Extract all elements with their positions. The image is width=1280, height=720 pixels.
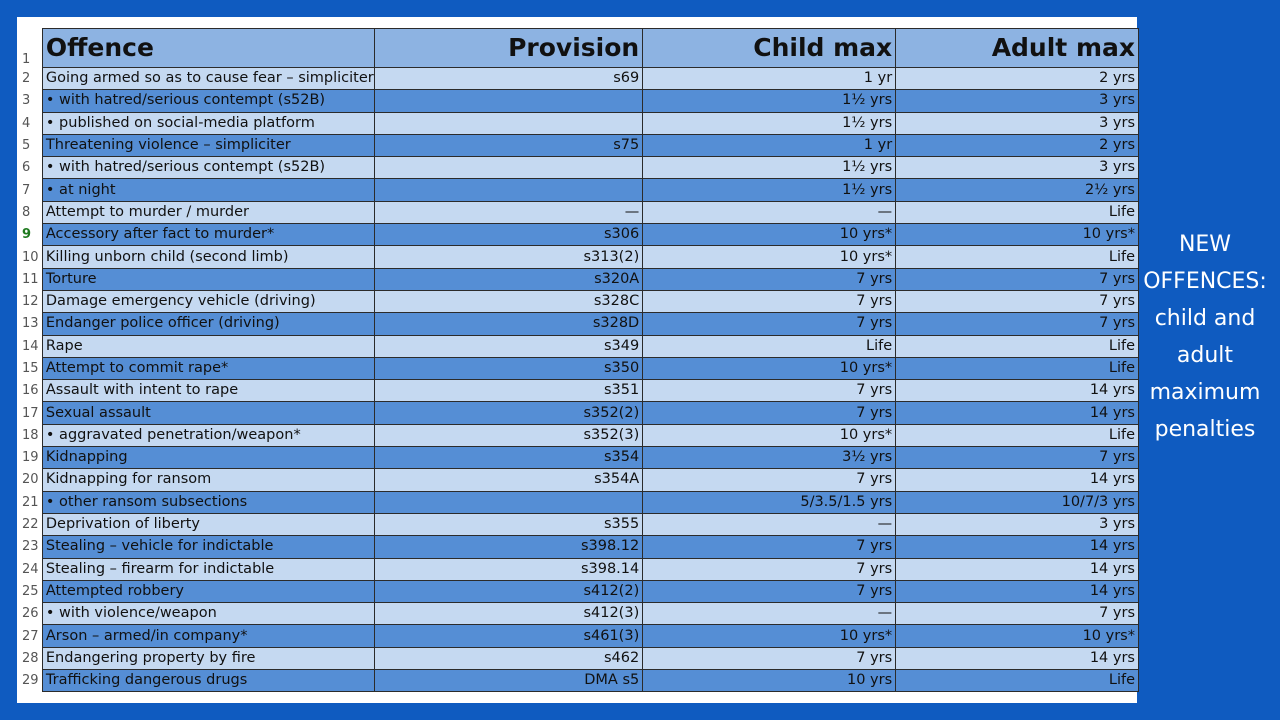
cell-provision[interactable]: s350 [375,357,643,379]
table-row [17,90,1139,112]
cell-adult-max[interactable]: 14 yrs [896,580,1139,602]
cell-child-max[interactable]: Life [643,335,896,357]
table-row [17,558,1139,580]
row-number[interactable]: 10 [17,246,42,268]
cell-child-max[interactable]: 10 yrs* [643,246,896,268]
cell-provision[interactable]: s398.12 [375,536,643,558]
cell-adult-max[interactable]: 3 yrs [896,90,1139,112]
cell-child-max[interactable]: 3½ yrs [643,447,896,469]
row-number[interactable]: 12 [17,290,42,312]
cell-adult-max[interactable]: 14 yrs [896,402,1139,424]
cell-child-max[interactable]: 7 yrs [643,580,896,602]
cell-child-max[interactable]: 1½ yrs [643,90,896,112]
row-number[interactable]: 21 [17,491,42,513]
cell-adult-max[interactable]: 7 yrs [896,268,1139,290]
cell-adult-max[interactable]: 14 yrs [896,558,1139,580]
row-number[interactable]: 6 [17,157,42,179]
row-number[interactable]: 25 [17,580,42,602]
cell-offence[interactable]: Going armed so as to cause fear – simpliciter [42,68,374,90]
cell-child-max[interactable]: 7 yrs [643,647,896,669]
row-number[interactable]: 20 [17,469,42,491]
cell-child-max[interactable]: 10 yrs* [643,224,896,246]
cell-child-max[interactable]: 1½ yrs [643,157,896,179]
cell-adult-max[interactable]: Life [896,357,1139,379]
header-offence[interactable]: Offence [42,29,374,68]
cell-adult-max[interactable]: 2 yrs [896,134,1139,156]
table-row [17,670,1139,692]
caption-line: maximum [1149,380,1261,405]
cell-provision[interactable]: s412(2) [375,580,643,602]
cell-child-max[interactable]: 7 yrs [643,402,896,424]
cell-child-max[interactable]: 7 yrs [643,313,896,335]
cell-provision[interactable]: s352(3) [375,424,643,446]
caption-line: child and [1154,306,1256,331]
cell-offence[interactable]: Endanger police officer (driving) [42,313,374,335]
cell-adult-max[interactable]: Life [896,424,1139,446]
header-adult-max[interactable]: Adult max [896,29,1139,68]
cell-adult-max[interactable]: 14 yrs [896,647,1139,669]
cell-offence[interactable]: • other ransom subsections [42,491,374,513]
cell-adult-max[interactable]: 3 yrs [896,112,1139,134]
cell-provision[interactable] [375,157,643,179]
table-row [17,424,1139,446]
cell-offence[interactable]: Threatening violence – simpliciter [42,134,374,156]
table-row [17,224,1139,246]
penalties-table [17,28,1139,692]
header-provision[interactable]: Provision [375,29,643,68]
cell-provision[interactable]: — [375,201,643,223]
cell-child-max[interactable]: 10 yrs [643,670,896,692]
cell-provision[interactable]: s313(2) [375,246,643,268]
cell-provision[interactable]: s355 [375,513,643,535]
table-row [17,313,1139,335]
cell-offence[interactable]: • with violence/weapon [42,603,374,625]
cell-child-max[interactable]: 10 yrs* [643,424,896,446]
cell-offence[interactable]: Torture [42,268,374,290]
cell-provision[interactable]: s462 [375,647,643,669]
cell-child-max[interactable]: 10 yrs* [643,357,896,379]
cell-provision[interactable] [375,179,643,201]
cell-provision[interactable] [375,491,643,513]
header-child-max[interactable]: Child max [643,29,896,68]
table-row [17,491,1139,513]
cell-offence[interactable]: Attempted robbery [42,580,374,602]
cell-offence[interactable]: Endangering property by fire [42,647,374,669]
cell-offence[interactable]: • published on social-media platform [42,112,374,134]
table-row [17,134,1139,156]
table-row [17,447,1139,469]
side-caption [1140,226,1270,448]
cell-offence[interactable]: Deprivation of liberty [42,513,374,535]
row-number[interactable]: 2 [17,68,42,90]
cell-child-max[interactable]: — [643,603,896,625]
cell-child-max[interactable]: 1½ yrs [643,179,896,201]
table-row [17,380,1139,402]
cell-provision[interactable]: s354 [375,447,643,469]
table-row [17,157,1139,179]
cell-offence[interactable]: Stealing – firearm for indictable [42,558,374,580]
cell-child-max[interactable]: 1½ yrs [643,112,896,134]
caption-line: adult [1176,343,1234,368]
spreadsheet [17,17,1137,703]
row-number[interactable]: 15 [17,357,42,379]
row-number[interactable]: 28 [17,647,42,669]
caption-line: NEW [1178,232,1232,257]
table-row [17,625,1139,647]
cell-child-max[interactable]: 10 yrs* [643,625,896,647]
caption-line: OFFENCES: [1143,269,1267,294]
cell-offence[interactable]: Accessory after fact to murder* [42,224,374,246]
row-number[interactable]: 26 [17,603,42,625]
cell-offence[interactable]: Killing unborn child (second limb) [42,246,374,268]
cell-offence[interactable]: Sexual assault [42,402,374,424]
row-number[interactable]: 8 [17,201,42,223]
row-number[interactable]: 16 [17,380,42,402]
table-row [17,335,1139,357]
cell-offence[interactable]: Damage emergency vehicle (driving) [42,290,374,312]
cell-adult-max[interactable]: Life [896,246,1139,268]
table-row [17,513,1139,535]
row-number[interactable]: 23 [17,536,42,558]
cell-offence[interactable]: • at night [42,179,374,201]
cell-provision[interactable]: s328D [375,313,643,335]
cell-offence[interactable]: Attempt to commit rape* [42,357,374,379]
table-row [17,68,1139,90]
cell-child-max[interactable]: 7 yrs [643,290,896,312]
row-number[interactable]: 9 [17,224,42,246]
row-number[interactable]: 24 [17,558,42,580]
cell-adult-max[interactable]: 10 yrs* [896,224,1139,246]
cell-provision[interactable]: s349 [375,335,643,357]
row-number[interactable]: 5 [17,134,42,156]
cell-provision[interactable]: s354A [375,469,643,491]
row-number[interactable]: 11 [17,268,42,290]
row-number[interactable]: 3 [17,90,42,112]
cell-adult-max[interactable]: 10 yrs* [896,625,1139,647]
cell-adult-max[interactable]: 14 yrs [896,469,1139,491]
cell-offence[interactable]: Assault with intent to rape [42,380,374,402]
cell-provision[interactable]: s75 [375,134,643,156]
cell-provision[interactable]: s328C [375,290,643,312]
cell-adult-max[interactable]: Life [896,335,1139,357]
cell-offence[interactable]: Stealing – vehicle for indictable [42,536,374,558]
cell-adult-max[interactable]: 14 yrs [896,380,1139,402]
cell-child-max[interactable]: 7 yrs [643,469,896,491]
row-number[interactable]: 27 [17,625,42,647]
cell-offence[interactable]: Kidnapping for ransom [42,469,374,491]
cell-adult-max[interactable]: 7 yrs [896,290,1139,312]
cell-offence[interactable]: Kidnapping [42,447,374,469]
cell-offence[interactable]: Arson – armed/in company* [42,625,374,647]
cell-adult-max[interactable]: 2 yrs [896,68,1139,90]
table-row [17,290,1139,312]
table-row [17,357,1139,379]
cell-adult-max[interactable]: 7 yrs [896,603,1139,625]
cell-provision[interactable]: s306 [375,224,643,246]
cell-adult-max[interactable]: 3 yrs [896,157,1139,179]
cell-adult-max[interactable]: 10/7/3 yrs [896,491,1139,513]
table-row [17,179,1139,201]
caption-line: penalties [1154,417,1256,442]
cell-adult-max[interactable]: 14 yrs [896,536,1139,558]
table-row [17,647,1139,669]
cell-adult-max[interactable]: Life [896,670,1139,692]
row-number[interactable]: 22 [17,513,42,535]
cell-provision[interactable]: DMA s5 [375,670,643,692]
row-number[interactable]: 14 [17,335,42,357]
cell-provision[interactable]: s320A [375,268,643,290]
cell-child-max[interactable]: — [643,513,896,535]
cell-offence[interactable]: • with hatred/serious contempt (s52B) [42,90,374,112]
cell-child-max[interactable]: 1 yr [643,68,896,90]
cell-child-max[interactable]: 1 yr [643,134,896,156]
row-number[interactable]: 13 [17,313,42,335]
cell-offence[interactable]: Trafficking dangerous drugs [42,670,374,692]
table-row [17,536,1139,558]
row-number[interactable]: 17 [17,402,42,424]
table-row [17,201,1139,223]
cell-child-max[interactable]: 7 yrs [643,380,896,402]
cell-provision[interactable]: s351 [375,380,643,402]
table-row [17,112,1139,134]
row-number[interactable]: 29 [17,670,42,692]
cell-adult-max[interactable]: Life [896,201,1139,223]
table-row [17,402,1139,424]
cell-child-max[interactable]: 5/3.5/1.5 yrs [643,491,896,513]
cell-provision[interactable]: s398.14 [375,558,643,580]
cell-adult-max[interactable]: 7 yrs [896,313,1139,335]
cell-offence[interactable]: • with hatred/serious contempt (s52B) [42,157,374,179]
cell-provision[interactable]: s352(2) [375,402,643,424]
table-row [17,603,1139,625]
row-number[interactable]: 19 [17,447,42,469]
cell-provision[interactable] [375,112,643,134]
row-number[interactable]: 4 [17,112,42,134]
row-number[interactable]: 1 [17,29,42,68]
table-row [17,246,1139,268]
cell-child-max[interactable]: 7 yrs [643,558,896,580]
cell-offence[interactable]: Rape [42,335,374,357]
cell-provision[interactable]: s69 [375,68,643,90]
cell-child-max[interactable]: 7 yrs [643,268,896,290]
cell-offence[interactable]: • aggravated penetration/weapon* [42,424,374,446]
cell-provision[interactable]: s412(3) [375,603,643,625]
table-row [17,580,1139,602]
table-row [17,469,1139,491]
cell-child-max[interactable]: — [643,201,896,223]
cell-adult-max[interactable]: 3 yrs [896,513,1139,535]
row-number[interactable]: 18 [17,424,42,446]
cell-offence[interactable]: Attempt to murder / murder [42,201,374,223]
cell-adult-max[interactable]: 7 yrs [896,447,1139,469]
cell-adult-max[interactable]: 2½ yrs [896,179,1139,201]
table-row [17,268,1139,290]
header-row [17,29,1139,68]
cell-child-max[interactable]: 7 yrs [643,536,896,558]
row-number[interactable]: 7 [17,179,42,201]
cell-provision[interactable]: s461(3) [375,625,643,647]
cell-provision[interactable] [375,90,643,112]
